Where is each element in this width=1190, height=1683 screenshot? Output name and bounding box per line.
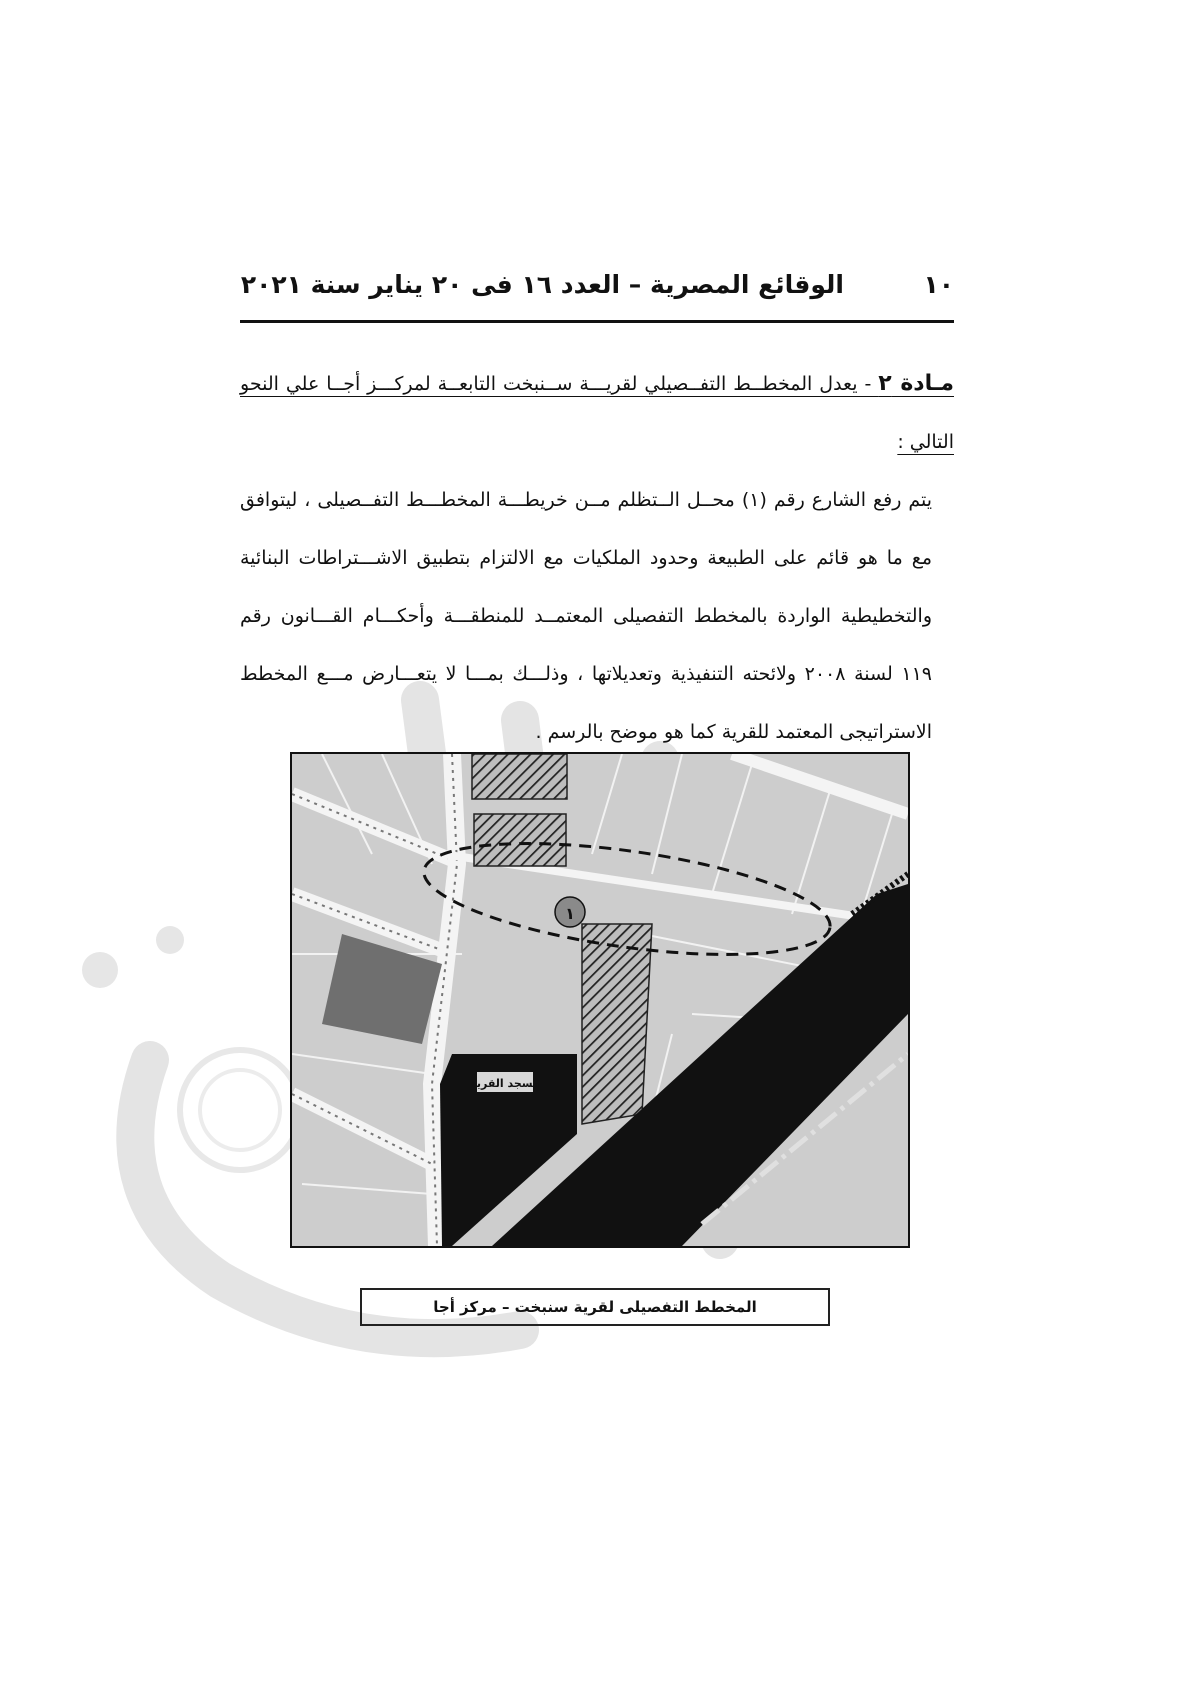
- article-paragraph: يتم رفع الشارع رقم (١) محــل الــتظلم مــن خريطـــة المخطـــط التفــصيلى ، ليتوافق مع ما هو قائم على الطبيعة وحدود الملكيات مع الالتزام بتطبيق الاشـــتراطات البنائية والتخطيطية الواردة بالمخطط التفصيلى المعتمــد للمنطقـــة وأحكـــام القـــانون رقم ١١٩ لسنة ٢٠٠٨ ولائحته التنفيذية وتعديلاتها ، وذلـــك بمـــا لا يتعـــارض مـــع المخطط الاستراتيجى المعتمد للقرية كما هو موضح بالرسم .: [240, 489, 932, 743]
- map-caption: المخطط التفصيلى لقرية سنبخت – مركز أجا: [360, 1288, 830, 1326]
- map-drawing: [292, 754, 908, 1246]
- detailed-plan-map: [290, 752, 910, 1248]
- hatched-block-street: [582, 924, 652, 1124]
- article-title: - يعدل المخطــط التفــصيلي لقريـــة ســنبخت التابعــة لمركـــز أجــا علي النحو التالي :: [240, 373, 954, 453]
- article-label: مـادة ٢: [878, 371, 954, 396]
- gazette-title: الوقائع المصرية – العدد ١٦ فى ٢٠ يناير سنة ٢٠٢١: [240, 270, 844, 299]
- article-body: [240, 355, 954, 761]
- block-label: مسجد القرية: [470, 1077, 540, 1090]
- page-header: [240, 268, 954, 308]
- hatched-block-second: [474, 814, 566, 866]
- hatched-block-top: [472, 754, 567, 799]
- street-marker: ١: [565, 904, 575, 923]
- page-number: ١٠: [923, 270, 954, 299]
- header-rule: [240, 320, 954, 323]
- article-heading: [240, 355, 954, 471]
